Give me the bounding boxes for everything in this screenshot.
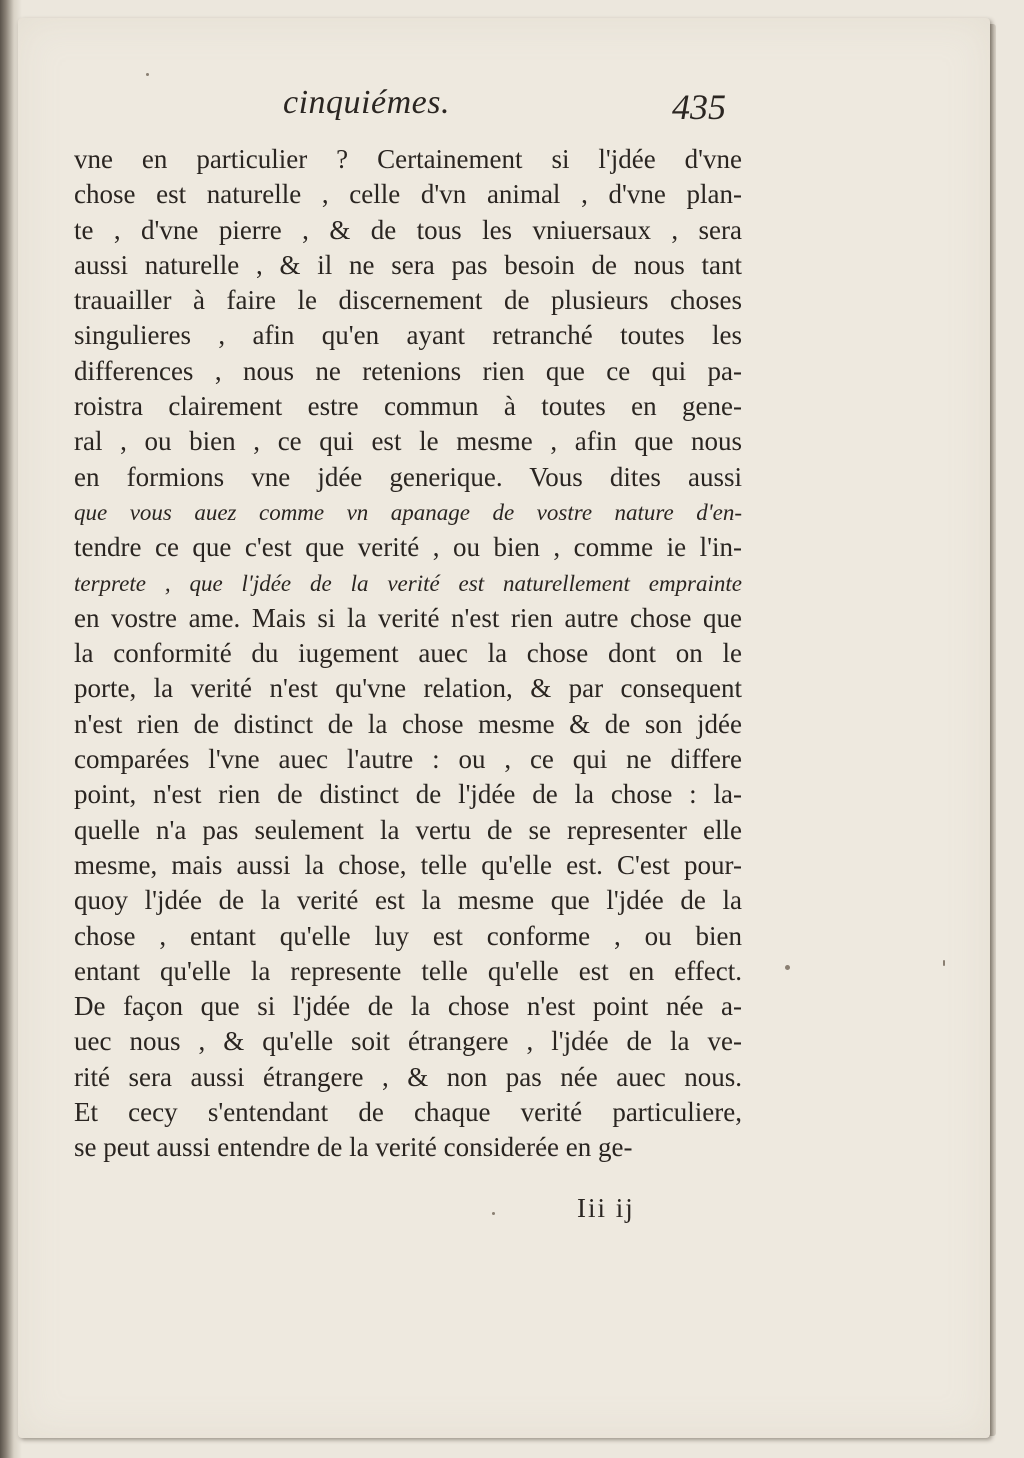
text-line: ral , ou bien , ce qui est le mesme , afin que nous (74, 426, 742, 457)
text-line: chose , entant qu'elle luy est conforme , ou bien (74, 920, 742, 951)
text-line: chose est naturelle , celle d'vn animal , d'vne plan- (74, 179, 742, 210)
text-line: tendre ce que c'est que verité , ou bien , comme ie l'in- (74, 532, 742, 563)
text-line: se peut aussi entendre de la verité considerée en ge- (74, 1132, 633, 1163)
text-line: entant qu'elle la represente telle qu'elle est en effect. (74, 955, 742, 986)
text-line: comparées l'vne auec l'autre : ou , ce qui ne differe (74, 744, 742, 775)
text-line: rité sera aussi étrangere , & non pas née auec nous. (74, 1061, 742, 1092)
text-line: trauailler à faire le discernement de plusieurs choses (74, 285, 742, 316)
text-line: roistra clairement estre commun à toutes en gene- (74, 391, 742, 422)
page-number: 435 (672, 87, 726, 127)
text-line: vne en particulier ? Certainement si l'jdée d'vne (74, 144, 742, 174)
text-line: point, n'est rien de distinct de l'jdée de la chose : la- (74, 779, 742, 810)
text-line-italic: terprete , que l'jdée de la verité est naturellement emprainte (74, 570, 742, 596)
paper-speck (943, 960, 945, 966)
text-line: Et cecy s'entendant de chaque verité particuliere, (74, 1097, 742, 1128)
text-line: De façon que si l'jdée de la chose n'est point née a- (74, 991, 742, 1022)
text-line: quoy l'jdée de la verité est la mesme que l'jdée de la (74, 885, 742, 916)
text-line: singulieres , afin qu'en ayant retranché toutes les (74, 320, 742, 351)
text-line-italic: que vous auez comme vn apanage de vostre nature d'en- (74, 499, 742, 525)
paper-speck (146, 73, 149, 76)
text-line: n'est rien de distinct de la chose mesme & de son jdée (74, 708, 742, 739)
paper-speck (492, 1212, 495, 1215)
text-line: la conformité du iugement auec la chose dont on le (74, 638, 742, 669)
text-line: quelle n'a pas seulement la vertu de se representer elle (74, 814, 742, 845)
text-line: uec nous , & qu'elle soit étrangere , l'jdée de la ve- (74, 1026, 742, 1057)
running-head: cinquiémes. (283, 84, 450, 121)
text-line: porte, la verité n'est qu'vne relation, & par consequent (74, 673, 742, 704)
paper-speck (785, 965, 790, 970)
text-line: en vostre ame. Mais si la verité n'est rien autre chose que (74, 602, 742, 633)
text-line: te , d'vne pierre , & de tous les vniuersaux , sera (74, 214, 742, 245)
text-line: aussi naturelle , & il ne sera pas besoin de nous tant (74, 249, 742, 280)
text-line: en formions vne jdée generique. Vous dites aussi (74, 461, 742, 492)
signature-mark: Iii ij (577, 1193, 635, 1223)
text-line: differences , nous ne retenions rien que ce qui pa- (74, 355, 742, 386)
text-line: mesme, mais aussi la chose, telle qu'elle est. C'est pour- (74, 849, 742, 880)
body-text (74, 142, 742, 1166)
